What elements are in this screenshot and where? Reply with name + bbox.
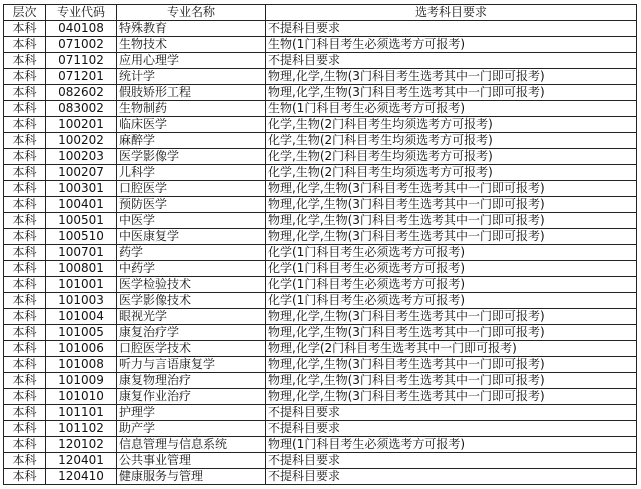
subject-requirement-cell: 物理,化学,生物(3门科目考生选考其中一门即可报考): [266, 229, 637, 245]
major-name-cell: 医学影像学: [117, 149, 266, 165]
table-row: [4, 261, 637, 277]
major-name-cell: 康复物理治疗: [117, 373, 266, 389]
header-major-code: 专业代码: [46, 5, 117, 21]
major-code-cell: 071201: [46, 69, 117, 85]
level-cell: 本科: [4, 405, 46, 421]
level-cell: 本科: [4, 453, 46, 469]
major-code-cell: 071102: [46, 53, 117, 69]
table-row: [4, 469, 637, 485]
table-row: [4, 69, 637, 85]
major-name-cell: 康复作业治疗: [117, 389, 266, 405]
subject-requirement-cell: 不提科目要求: [266, 469, 637, 485]
level-cell: 本科: [4, 197, 46, 213]
level-cell: 本科: [4, 117, 46, 133]
major-name-cell: 医学检验技术: [117, 277, 266, 293]
major-code-cell: 101009: [46, 373, 117, 389]
major-code-cell: 101005: [46, 325, 117, 341]
subject-requirement-cell: 物理,化学,生物(3门科目考生选考其中一门即可报考): [266, 197, 637, 213]
table-row: [4, 421, 637, 437]
level-cell: 本科: [4, 309, 46, 325]
major-code-cell: 100207: [46, 165, 117, 181]
major-code-cell: 101001: [46, 277, 117, 293]
major-code-cell: 100201: [46, 117, 117, 133]
major-code-cell: 083002: [46, 101, 117, 117]
subject-requirement-cell: 物理,化学,生物(3门科目考生选考其中一门即可报考): [266, 373, 637, 389]
table-row: [4, 101, 637, 117]
major-name-cell: 眼视光学: [117, 309, 266, 325]
subject-requirement-cell: 生物(1门科目考生必须选考方可报考): [266, 101, 637, 117]
level-cell: 本科: [4, 469, 46, 485]
major-name-cell: 中药学: [117, 261, 266, 277]
subject-requirement-cell: 化学(1门科目考生必须选考方可报考): [266, 293, 637, 309]
table-row: [4, 117, 637, 133]
major-code-cell: 082602: [46, 85, 117, 101]
level-cell: 本科: [4, 181, 46, 197]
table-row: [4, 277, 637, 293]
level-cell: 本科: [4, 389, 46, 405]
table-row: [4, 373, 637, 389]
table-row: [4, 341, 637, 357]
table-row: [4, 325, 637, 341]
table-row: [4, 149, 637, 165]
major-name-cell: 护理学: [117, 405, 266, 421]
table-row: [4, 197, 637, 213]
major-name-cell: 临床医学: [117, 117, 266, 133]
subject-requirement-cell: 化学,生物(2门科目考生均须选考方可报考): [266, 165, 637, 181]
table-row: [4, 293, 637, 309]
level-cell: 本科: [4, 421, 46, 437]
major-name-cell: 医学影像技术: [117, 293, 266, 309]
level-cell: 本科: [4, 213, 46, 229]
level-cell: 本科: [4, 245, 46, 261]
header-major-name: 专业名称: [117, 5, 266, 21]
major-name-cell: 应用心理学: [117, 53, 266, 69]
subject-requirement-cell: 不提科目要求: [266, 21, 637, 37]
subject-requirement-cell: 不提科目要求: [266, 405, 637, 421]
major-name-cell: 中医学: [117, 213, 266, 229]
subject-requirement-cell: 物理,化学,生物(3门科目考生选考其中一门即可报考): [266, 181, 637, 197]
major-code-cell: 101006: [46, 341, 117, 357]
subject-requirement-cell: 化学,生物(2门科目考生均须选考方可报考): [266, 149, 637, 165]
header-subject-requirement: 选考科目要求: [266, 5, 637, 21]
major-name-cell: 生物技术: [117, 37, 266, 53]
level-cell: 本科: [4, 277, 46, 293]
major-name-cell: 生物制药: [117, 101, 266, 117]
subject-requirement-cell: 化学,生物(2门科目考生均须选考方可报考): [266, 133, 637, 149]
major-code-cell: 100202: [46, 133, 117, 149]
level-cell: 本科: [4, 101, 46, 117]
major-code-cell: 101008: [46, 357, 117, 373]
level-cell: 本科: [4, 85, 46, 101]
level-cell: 本科: [4, 357, 46, 373]
subject-requirement-cell: 物理,化学,生物(3门科目考生选考其中一门即可报考): [266, 389, 637, 405]
level-cell: 本科: [4, 69, 46, 85]
table-row: [4, 389, 637, 405]
major-name-cell: 信息管理与信息系统: [117, 437, 266, 453]
subject-requirement-cell: 化学,生物(2门科目考生均须选考方可报考): [266, 117, 637, 133]
major-code-cell: 101010: [46, 389, 117, 405]
major-code-cell: 100701: [46, 245, 117, 261]
major-code-cell: 071002: [46, 37, 117, 53]
major-name-cell: 公共事业管理: [117, 453, 266, 469]
level-cell: 本科: [4, 261, 46, 277]
major-code-cell: 100301: [46, 181, 117, 197]
subject-requirement-cell: 物理,化学,生物(3门科目考生选考其中一门即可报考): [266, 325, 637, 341]
table-row: [4, 245, 637, 261]
major-name-cell: 听力与言语康复学: [117, 357, 266, 373]
table-row: [4, 453, 637, 469]
subject-requirement-cell: 不提科目要求: [266, 421, 637, 437]
subject-requirement-cell: 物理(1门科目考生必须选考方可报考): [266, 437, 637, 453]
level-cell: 本科: [4, 437, 46, 453]
subject-requirement-cell: 生物(1门科目考生必须选考方可报考): [266, 37, 637, 53]
table-row: [4, 181, 637, 197]
subject-requirement-cell: 物理,化学,生物(3门科目考生选考其中一门即可报考): [266, 69, 637, 85]
major-code-cell: 120410: [46, 469, 117, 485]
level-cell: 本科: [4, 293, 46, 309]
major-code-cell: 101102: [46, 421, 117, 437]
header-level: 层次: [4, 5, 46, 21]
table-row: [4, 133, 637, 149]
level-cell: 本科: [4, 21, 46, 37]
subject-requirement-cell: 化学(1门科目考生必须选考方可报考): [266, 261, 637, 277]
major-code-cell: 100801: [46, 261, 117, 277]
table-header-row: [4, 5, 637, 21]
level-cell: 本科: [4, 133, 46, 149]
table-row: [4, 37, 637, 53]
major-name-cell: 预防医学: [117, 197, 266, 213]
subject-requirement-cell: 化学(1门科目考生必须选考方可报考): [266, 245, 637, 261]
major-name-cell: 口腔医学: [117, 181, 266, 197]
level-cell: 本科: [4, 53, 46, 69]
major-code-cell: 100510: [46, 229, 117, 245]
level-cell: 本科: [4, 149, 46, 165]
major-code-cell: 100401: [46, 197, 117, 213]
major-code-cell: 120401: [46, 453, 117, 469]
table-container: [3, 4, 637, 485]
major-name-cell: 假肢矫形工程: [117, 85, 266, 101]
major-code-cell: 101003: [46, 293, 117, 309]
table-row: [4, 85, 637, 101]
major-name-cell: 助产学: [117, 421, 266, 437]
table-row: [4, 53, 637, 69]
subject-requirement-cell: 物理,化学,生物(3门科目考生选考其中一门即可报考): [266, 357, 637, 373]
major-name-cell: 口腔医学技术: [117, 341, 266, 357]
table-row: [4, 165, 637, 181]
level-cell: 本科: [4, 373, 46, 389]
subject-requirements-table: [3, 4, 637, 485]
table-row: [4, 437, 637, 453]
major-name-cell: 统计学: [117, 69, 266, 85]
subject-requirement-cell: 物理,化学,生物(3门科目考生选考其中一门即可报考): [266, 213, 637, 229]
level-cell: 本科: [4, 229, 46, 245]
subject-requirement-cell: 化学(1门科目考生必须选考方可报考): [266, 277, 637, 293]
table-row: [4, 229, 637, 245]
major-code-cell: 101004: [46, 309, 117, 325]
major-code-cell: 100203: [46, 149, 117, 165]
level-cell: 本科: [4, 165, 46, 181]
major-name-cell: 药学: [117, 245, 266, 261]
subject-requirement-cell: 物理,化学,生物(3门科目考生选考其中一门即可报考): [266, 309, 637, 325]
subject-requirement-cell: 不提科目要求: [266, 453, 637, 469]
major-name-cell: 特殊教育: [117, 21, 266, 37]
subject-requirement-cell: 物理,化学,生物(3门科目考生选考其中一门即可报考): [266, 85, 637, 101]
table-row: [4, 213, 637, 229]
major-name-cell: 康复治疗学: [117, 325, 266, 341]
major-name-cell: 麻醉学: [117, 133, 266, 149]
table-row: [4, 405, 637, 421]
subject-requirement-cell: 物理,化学(2门科目考生选考其中一门即可报考): [266, 341, 637, 357]
major-code-cell: 101101: [46, 405, 117, 421]
table-row: [4, 21, 637, 37]
table-body: [4, 21, 637, 485]
level-cell: 本科: [4, 37, 46, 53]
subject-requirement-cell: 不提科目要求: [266, 53, 637, 69]
major-name-cell: 中医康复学: [117, 229, 266, 245]
major-name-cell: 儿科学: [117, 165, 266, 181]
major-code-cell: 120102: [46, 437, 117, 453]
level-cell: 本科: [4, 325, 46, 341]
major-name-cell: 健康服务与管理: [117, 469, 266, 485]
table-row: [4, 357, 637, 373]
table-row: [4, 309, 637, 325]
major-code-cell: 100501: [46, 213, 117, 229]
major-code-cell: 040108: [46, 21, 117, 37]
level-cell: 本科: [4, 341, 46, 357]
